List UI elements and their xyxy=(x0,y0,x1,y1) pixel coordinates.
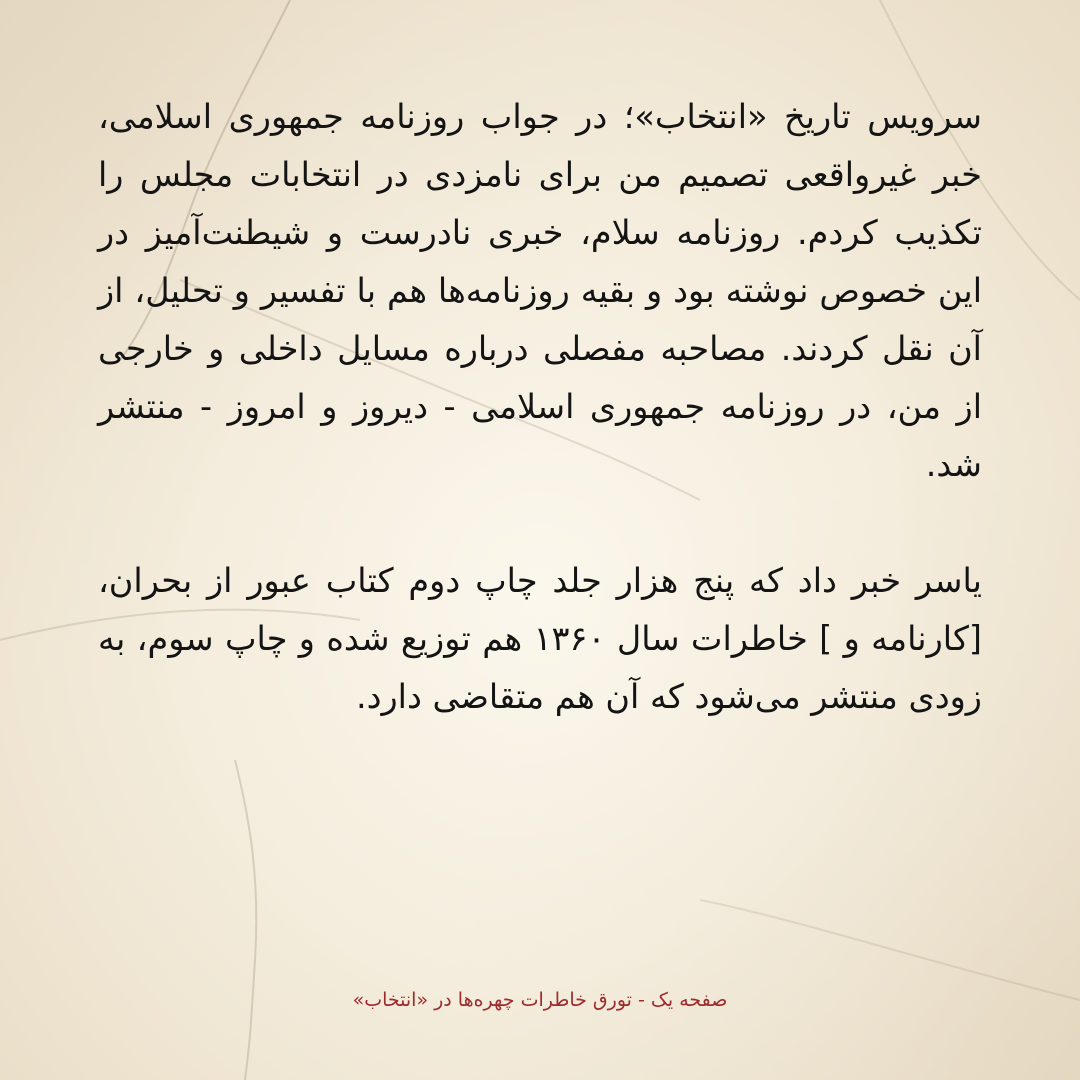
paragraph-2: یاسر خبر داد که پنج هزار جلد چاپ دوم کتاب عبور از بحران، [کارنامه و ] خاطرات سال ۱۳۶۰ هم توزیع شده و چاپ سوم، به زودی منتشر می‌شود که آن هم متقاضی دارد. xyxy=(98,561,982,716)
document-body xyxy=(98,88,982,726)
footer-caption: صفحه یک - تورق خاطرات چهره‌ها در «انتخاب» xyxy=(352,989,728,1011)
paragraph-1: سرویس تاریخ «انتخاب»؛ در جواب روزنامه جمهوری اسلامی، خبر غیرواقعی تصمیم من برای نامزدی در انتخابات مجلس را تکذیب کردم. روزنامه سلام، خبری نادرست و شیطنت‌آمیز در این خصوص نوشته بود و بقیه روزنامه‌ها هم با تفسیر و تحلیل، از آن نقل کردند. مصاحبه مفصلی درباره مسایل داخلی و خارجی از من، در روزنامه جمهوری اسلامی - دیروز و امروز - منتشر شد. xyxy=(98,97,982,484)
